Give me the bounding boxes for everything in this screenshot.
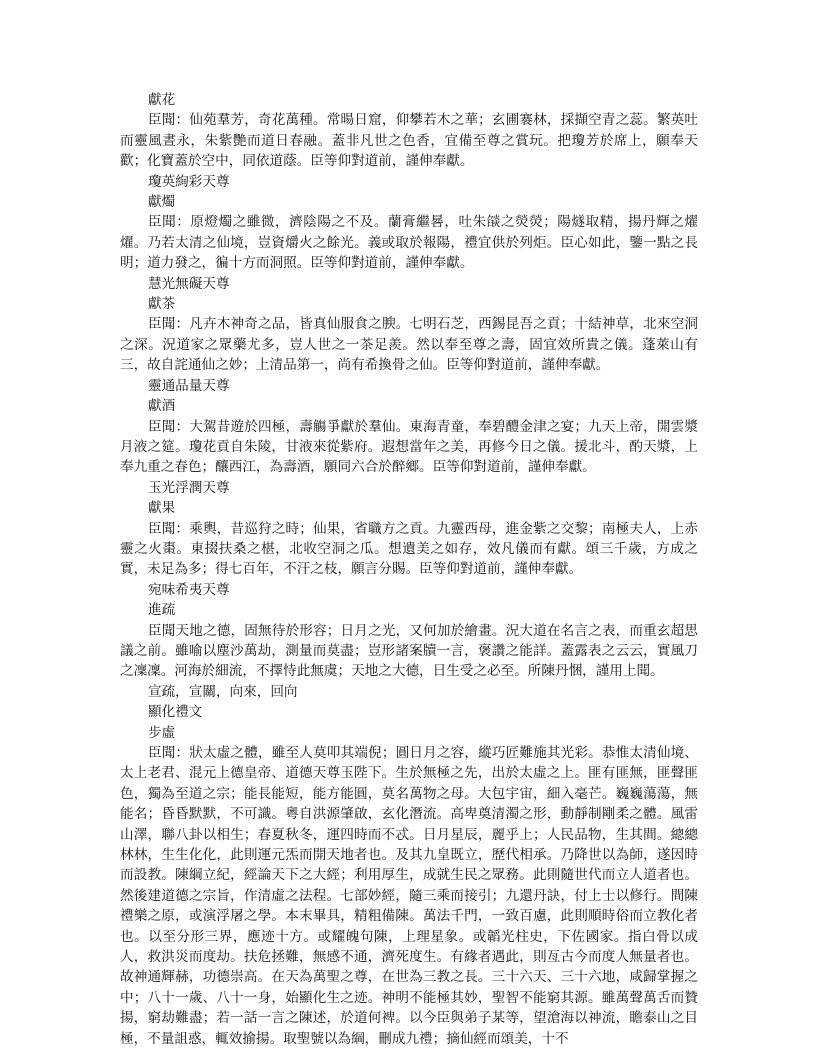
body-paragraph: 臣聞：狀太虛之體，雖至人莫叩其端倪；圓日月之容，縱巧匠難施其光彩。恭惟太清仙境、太上老君、混元上德皇帝、道德天尊玉陛下。生於無極之先，出於太虛之上。匪有匪無，匪聲匪色，獨為至道之宗；能長能短，能方能圓，莫名萬物之母。大包宇宙，細入毫芒。巍巍蕩蕩，無能名；昏昏默默，不可識。粵自洪源肇啟，玄化潛流。高卑奠清濁之形，動靜制剛柔之體。風雷山澤，聯八卦以相生；春夏秋冬，運四時而不忒。日月星辰，麗乎上；人民品物，生其間。總總林林，生生化化，此則運元炁而開天地者也。及其九皇既立，歷代相承。乃降世以為師，遂因時而設教。陳綱立紀，經論天下之大經；利用厚生，成就生民之眾務。此則隨世代而立人道者也。然後建道德之宗旨，作清虛之法程。七部妙經，隨三乘而接引；九還丹訣，付上士以修行。間陳禮樂之原，或演浮屠之學。本末畢具，精粗備陳。萬法千門，一致百慮，此則順時俗而立教化者也。以至分形三界，應迹十方。或耀魄句陳，上理星象。或韜光柱史，下佐國家。指白骨以成人，救洪災而度劫。扶危拯難，無感不通，濟死度生。有緣者遇此，則亙古今而度人無量者也。故神通輝赫，功德崇高。在天為萬聖之尊，在世為三教之長。三十六天、三十六地，咸歸掌握之中；八十一歲、八十一身，始顯化生之迹。神明不能極其妙，聖智不能窮其源。雖萬聲萬舌而贊揚，窮劫難盡；若一話一言之陳述，於道何裨。以今臣與弟子某等，望滄海以神流，瞻泰山之目極，不量詛惑，輒效揄揚。取聖號以為綱，刪成九禮；摘仙經而頌美，十不 [120,745,698,1047]
body-paragraph: 臣聞：仙苑羣芳，奇花萬種。常暘日窟，仰攀若木之華；玄圃褰林，採擷空青之蕊。繁英吐而靈風晝永，朱紫艷而道日春融。蓋非凡世之色香，宜備至尊之賞玩。把瓊芳於席上，願奉天歡；化寶蓋於空中，同依道蔭。臣等仰對道前，謹伸奉獻。 [120,112,698,170]
document-page [120,90,698,1049]
section-heading: 靈通品量天尊 [148,377,230,394]
body-paragraph: 臣聞：原燈燭之雖微，濟陰陽之不及。蘭膏繼晷，吐朱燄之熒熒；陽燧取精，揚丹輝之燿燿。乃若太清之仙境，豈資爝火之餘光。義或取於報陽，禮宜供於列炬。臣心如此，鑒一點之長明；道力發之，徧十方而洞照。臣等仰對道前，謹伸奉獻。 [120,214,698,272]
body-paragraph: 臣聞：大駕昔遊於四極，壽觴爭獻於羣仙。東海青童，奉碧醴金津之宴；九天上帝，開雲漿月液之筵。瓊花貢自朱陵，甘液來從紫府。遐想當年之美，再修今日之儀。援北斗，酌天漿，上奉九重之春色；釀西江，為壽酒，願同六合於醉鄉。臣等仰對道前，謹伸奉獻。 [120,418,698,476]
section-heading: 宣疏，宣關，向來，回向 [148,683,298,700]
body-paragraph: 臣聞天地之德，固無待於形容；日月之光，又何加於繪畫。況大道在名言之表，而重玄超思議之前。雖喻以塵沙萬劫，測量而莫盡；豈形諸案牘一言，褒讚之能詳。蓋露表之云云，實風刀之凜凜。河海於細流，不擇恃此無虞；天地之大德，日生受之必至。所陳丹悃，謹用上聞。 [120,622,698,680]
section-heading: 獻花 [148,92,176,108]
section-heading: 玉光浮潤天尊 [148,479,230,496]
section-heading: 宛味希夷天尊 [148,581,230,598]
section-heading: 獻燭 [148,194,176,211]
section-heading: 顯化禮文 [148,704,203,721]
section-heading: 慧光無礙天尊 [148,275,230,292]
section-heading: 進疏 [148,602,176,619]
section-heading: 步虛 [148,724,176,741]
body-paragraph: 臣聞：凡卉木神奇之品，皆真仙服食之腴。七明石芝，西錫昆吾之貢；十結神草，北來空洞之深。況道家之眾藥尤多，豈人世之一茶足羨。然以奉至尊之壽，固宜效所貴之儀。蓬萊山有三，故自詫通仙之妙；上清品第一，尚有希換骨之仙。臣等仰對道前，謹伸奉獻。 [120,316,698,374]
section-heading: 獻果 [148,500,176,517]
section-heading: 瓊英絢彩天尊 [148,173,230,190]
section-heading: 獻酒 [148,398,176,415]
section-heading: 獻茶 [148,296,176,313]
body-paragraph: 臣聞：乘輿，昔巡狩之時；仙果，省職方之貢。九靈西母，進金紫之交黎；南極夫人，上赤靈之火棗。東掇扶桑之椹，北收空洞之瓜。想遺美之如存，效凡儀而有獻。頌三千歲，方成之實，未足為多；得七百年，不汗之枝，願言分賜。臣等仰對道前，謹伸奉獻。 [120,520,698,578]
